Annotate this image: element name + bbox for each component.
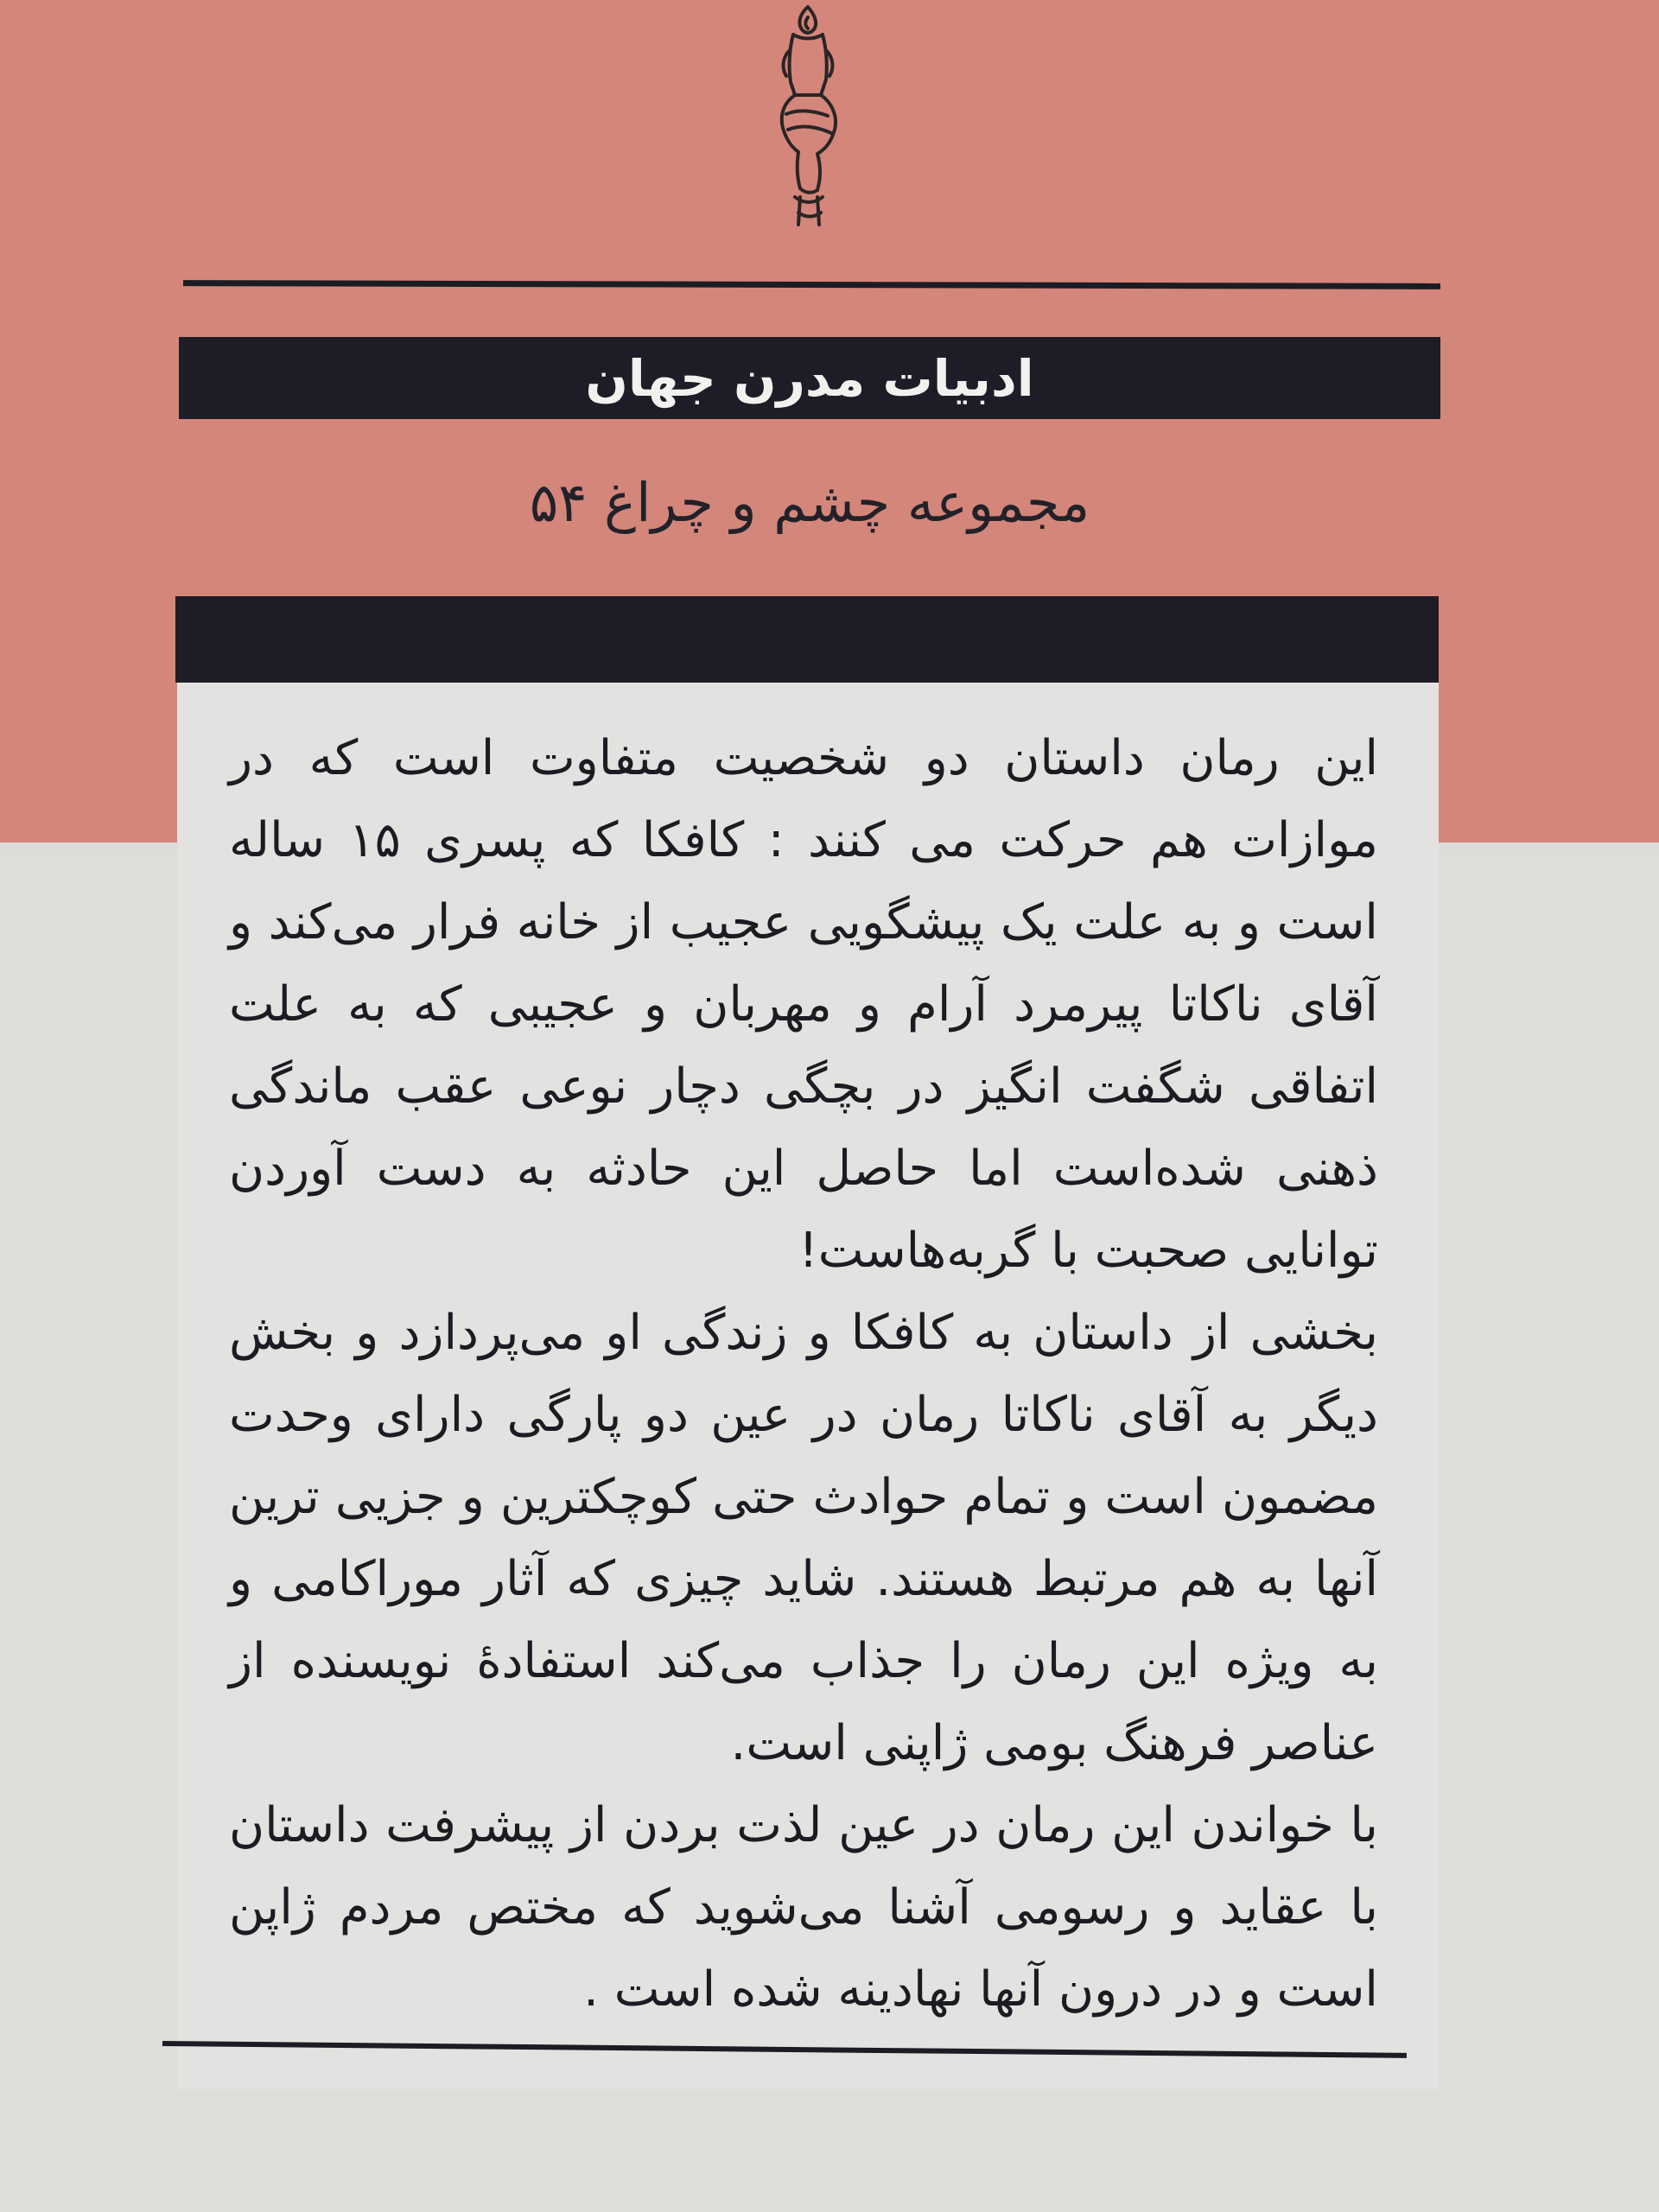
book-description: [229, 717, 1378, 2031]
description-paragraph: بخشی از داستان به کافکا و زندگی او می‌پردازد و بخش دیگر به آقای ناکاتا رمان در عین دو پارگی دارای وحدت مضمون است و تمام حوادث حتی کوچکترین و جزیی ترین آنها به هم مرتبط هستند. شاید چیزی که آثار موراکامی و به ویژه این رمان را جذاب می‌کند استفادهٔ نویسنده از عناصر فرهنگ بومی ژاپنی است.: [229, 1305, 1378, 1771]
collection-name: مجموعه چشم و چراغ ۵۴: [529, 471, 1090, 534]
dark-header-band: [175, 596, 1439, 683]
candle-in-hand-icon: [760, 0, 855, 233]
description-paragraph: این رمان داستان دو شخصیت متفاوت است که در موازات هم حرکت می کنند : کافکا که پسری ۱۵ ساله است و به علت یک پیشگویی عجیب از خانه فرار می‌کند و آقای ناکاتا پیرمرد آرام و مهربان و عجیبی که به علت اتفاقی شگفت انگیز در بچگی دچار نوعی عقب ماندگی ذهنی شده‌است اما حاصل این حادثه به دست آوردن توانایی صحبت با گربه‌هاست!: [229, 730, 1379, 1279]
series-title-bar: [179, 337, 1440, 419]
description-paragraph: با خواندن این رمان در عین لذت بردن از پیشرفت داستان با عقاید و رسومی آشنا می‌شوید که مختص مردم ژاپن است و در درون آنها نهادینه شده است .: [229, 1797, 1378, 2018]
series-title: ادبیات مدرن جهان: [585, 348, 1034, 408]
